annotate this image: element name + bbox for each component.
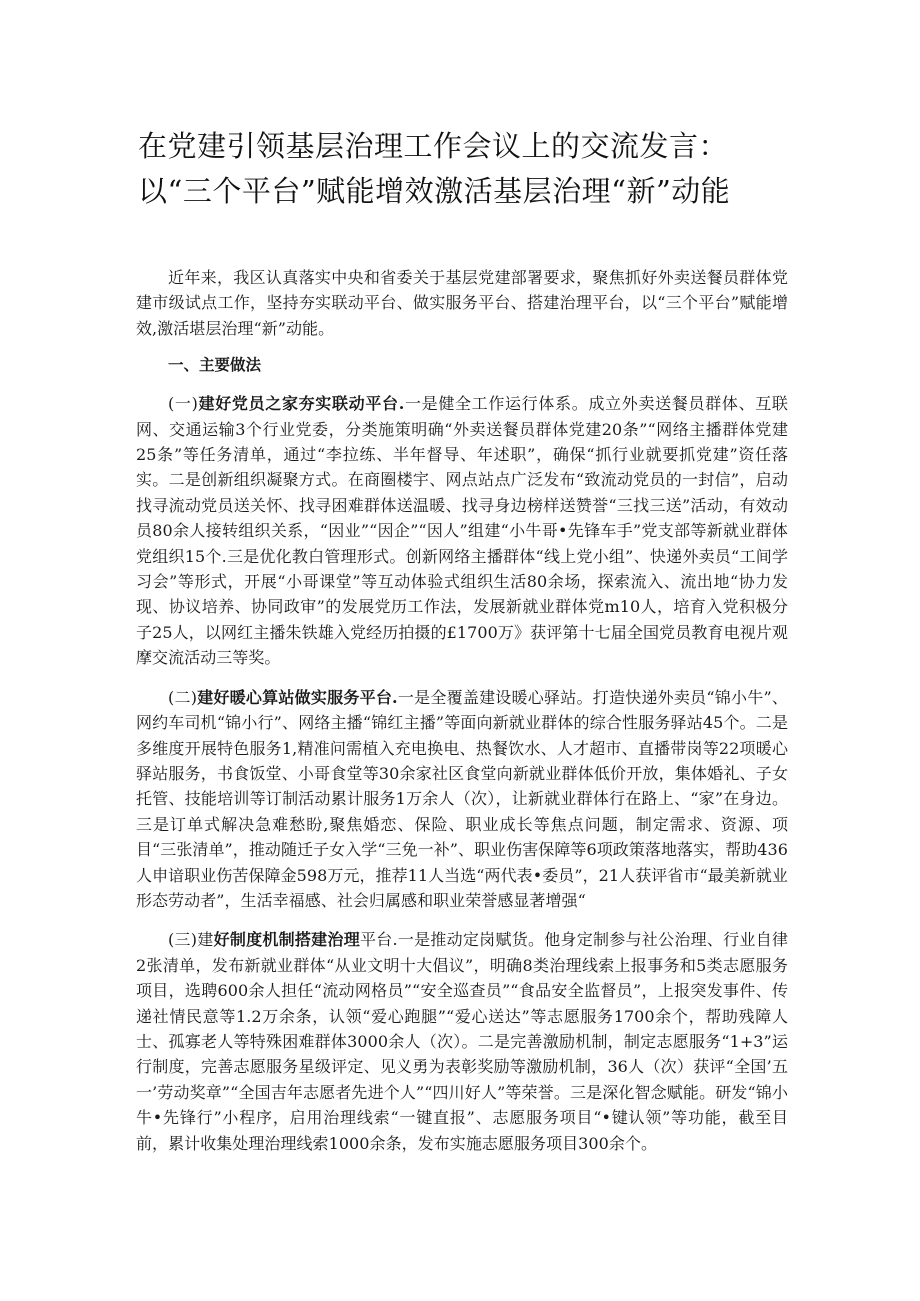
paragraph-1-text: 一是健全工作运行体系。成立外卖送餐员群体、互联网、交通运输3个行业党委，分类施策明确“外卖送餐员群体党建20条”“网络主播群体党建25条”等任务清单，通过“李拉练、半年督导、年述职”，确保“抓行业就要抓党建”资任落实。二是创新组织凝聚方式。在商圈楼宇、网点站点广泛发布“致流动党员的一封信”，启动找寻流动党员送关怀、找寻困难群体送温暖、找寻身边榜样送赞誉“三找三送”活动，有效动员80余人接转组织关系，“因业”“因企”“因人”组建“小牛哥•先锋车手”党支部等新就业群体党组织15个.三是优化教白管理形式。创新网络主播群体“线上党小组”、快递外卖员“工间学习会”等形式，开展“小哥课堂”等互动体验式组织生活80余场，探索流入、流出地“协力发现、协议培养、协同政审”的发展党历工作法，发展新就业群体党m10人，培育入党积极分子25人，以网红主播朱铁雄入党经历拍摄的£1700万》获评第十七届全国党员教育电视片观摩交流活动三等奖。 [136, 394, 788, 668]
paragraph-1-prefix: (一) [168, 394, 198, 414]
paragraph-1-lead: 建好党员之家夯实联动平台. [197, 394, 405, 414]
paragraph-2-text: 一是全覆盖建设暖心驿站。打造快递外卖员“锦小牛”、网约车司机“锦小行”、网络主播“锦红主播”等面向新就业群体的综合性服务驿站45个。二是多维度开展特色服务1,精准问需植入充电换电、热餐饮水、人才超市、直播带岗等22项暖心驿站服务，书食饭堂、小哥食堂等30余家社区食堂向新就业群体低价开放，集体婚礼、子女托管、技能培训等订制活动累计服务1万余人（次），让新就业群体行在路上、“家”在身边。三是订单式解决急难愁盼,聚焦婚恋、保险、职业成长等焦点问题，制定需求、资源、项目“三张清单”，推动随迁子女入学“三免一补”、职业伤害保障等6项政策落地落实，帮助436人申谙职业伤苦保障金598万元，推荐11人当选“两代表•委员”，21人获评省市“最美新就业形态劳动者”，生活幸福感、社会归属感和职业荣誉感显著增强“ [136, 687, 788, 910]
section-heading: 一、主要做法 [168, 355, 262, 375]
intro-paragraph: 近年来，我区认真落实中央和省委关于基层党建部署要求，聚焦抓好外卖送餐员群体党建市级试点工作，坚持夯实联动平台、做实服务平台、搭建治理平台，以“三个平台”赋能增效,激活堪层治理“新”动能。 [136, 268, 788, 338]
paragraph-2-prefix: (二) [168, 687, 198, 707]
document-body [136, 265, 788, 1170]
paragraph-3-text: 平台.一是推动定岗赋货。他身定制参与社公治理、行业自律2张清单，发布新就业群体“从业文明十大倡议”，明确8类治理线索上报事务和5类志愿服务项目，选聘600余人担任“流动网格员”“安全巡查员”“食品安全监督员”，上报突发事件、传递社情民意等1.2万余条，认领“爱心跑腿”“爱心送达”等志愿服务1700余个，帮助残障人士、孤寡老人等特殊困难群体3000余人（次）。二是完善激励机制，制定志愿服务“1+3”运行制度，完善志愿服务星级评定、见义勇为表彰奖励等激励机制，36人（次）获评“全国’五一’劳动奖章”“全国吉年志愿者先进个人”“四川好人”等荣誉。三是深化智念赋能。研发“锦小牛•先锋行”小程序，启用治理线索“一键直报”、志愿服务项目“•键认领”等功能，截至目前，累计收集处理治理线索1000余条，发布实施志愿服务项目300余个。 [136, 930, 789, 1153]
paragraph-3-lead: 好制度机制搭建治理 [213, 930, 360, 950]
paragraph-2-lead: 建好暖心算站做实服务平台. [197, 687, 398, 707]
paragraph-3 [136, 927, 788, 1156]
document-title: 在党建引领基层治理工作会议上的交流发言：以“三个平台”赋能增效激活基层治理“新”动能 [138, 129, 731, 208]
paragraph-3-prefix: (三)建 [168, 930, 214, 950]
paragraph-1 [136, 391, 788, 670]
paragraph-2 [136, 685, 788, 914]
